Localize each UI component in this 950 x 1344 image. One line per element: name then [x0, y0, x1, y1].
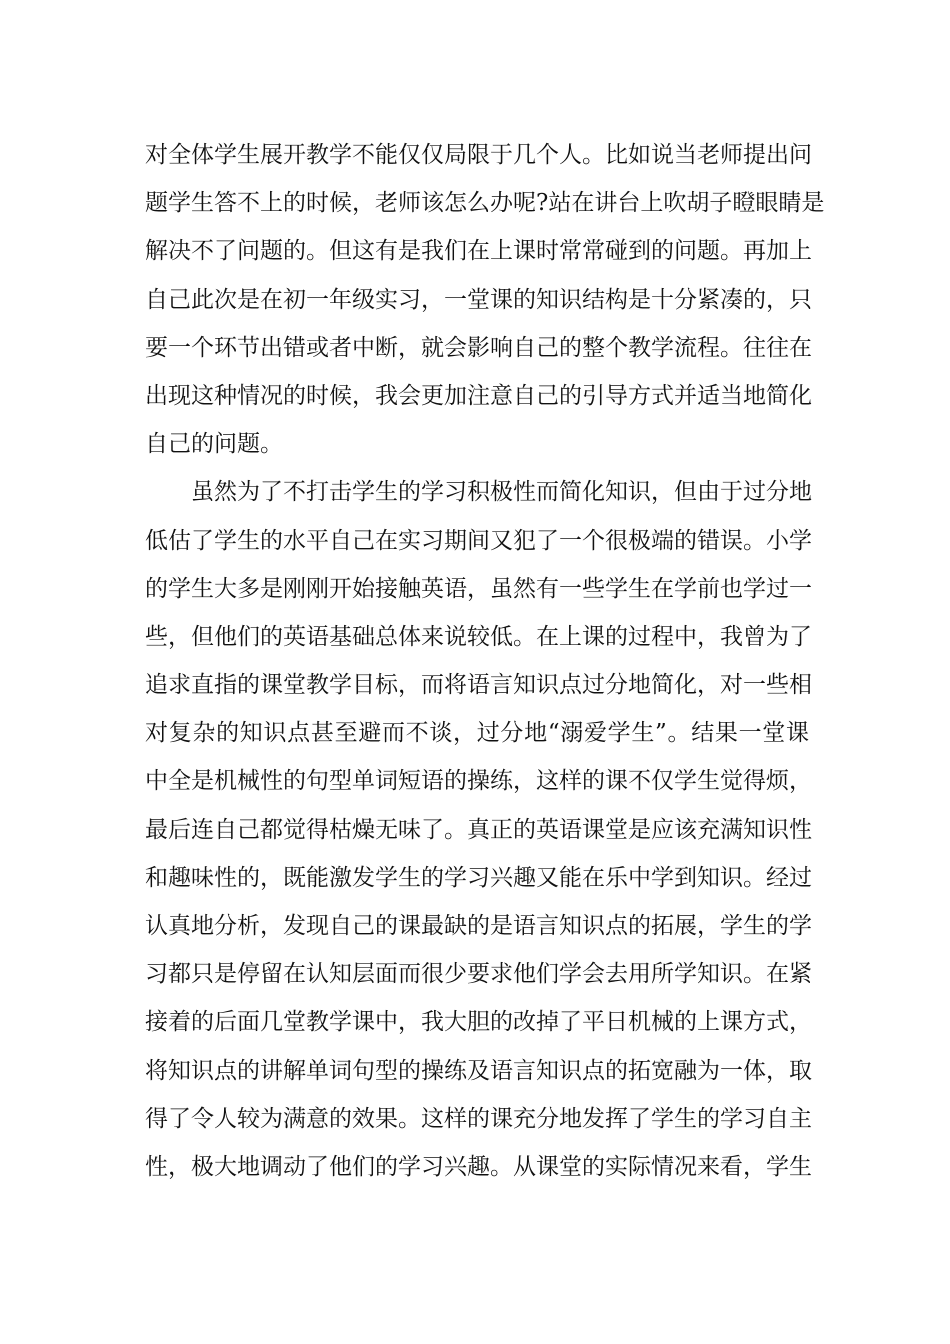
- paragraph-1-line-2: 题学生答不上的时候，老师该怎么办呢?站在讲台上吹胡子瞪眼睛是: [145, 190, 825, 217]
- paragraph-1-line-5: 要一个环节出错或者中断，就会影响自己的整个教学流程。往往在: [145, 334, 812, 361]
- paragraph-2-line-10: 认真地分析，发现自己的课最缺的是语言知识点的拓展，学生的学: [145, 913, 812, 939]
- paragraph-2-line-7: 中全是机械性的句型单词短语的操练，这样的课不仅学生觉得烦，: [145, 768, 812, 795]
- paragraph-2-line-4: 些，但他们的英语基础总体来说较低。在上课的过程中，我曾为了: [145, 623, 812, 650]
- paragraph-2-line-1: 虽然为了不打击学生的学习积极性而简化知识，但由于过分地: [191, 479, 812, 506]
- body-text: [145, 131, 825, 1239]
- paragraph-2-line-3: 的学生大多是刚刚开始接触英语，虽然有一些学生在学前也学过一: [145, 575, 812, 602]
- paragraph-2-line-14: 得了令人较为满意的效果。这样的课充分地发挥了学生的学习自主: [145, 1105, 812, 1132]
- paragraph-2-line-11: 习都只是停留在认知层面而很少要求他们学会去用所学知识。在紧: [145, 961, 812, 988]
- paragraph-1-line-6: 出现这种情况的时候，我会更加注意自己的引导方式并适当地简化: [145, 382, 812, 409]
- paragraph-1-line-4: 自己此次是在初一年级实习，一堂课的知识结构是十分紧凑的，只: [145, 286, 812, 313]
- paragraph-2-line-9: 和趣味性的，既能激发学生的学习兴趣又能在乐中学到知识。经过: [145, 864, 812, 891]
- paragraph-1-line-7: 自己的问题。: [145, 431, 283, 458]
- paragraph-2-line-8: 最后连自己都觉得枯燥无味了。真正的英语课堂是应该充满知识性: [145, 816, 812, 843]
- paragraph-2-line-15: 性，极大地调动了他们的学习兴趣。从课堂的实际情况来看，学生: [145, 1153, 812, 1180]
- paragraph-1-line-1: 对全体学生展开教学不能仅仅局限于几个人。比如说当老师提出问: [145, 142, 812, 168]
- paragraph-2-line-5: 追求直指的课堂教学目标，而将语言知识点过分地简化，对一些相: [145, 672, 812, 699]
- paragraph-2-line-6: 对复杂的知识点甚至避而不谈，过分地“溺爱学生”。结果一堂课: [145, 720, 809, 747]
- paragraph-2-line-13: 将知识点的讲解单词句型的操练及语言知识点的拓宽融为一体，取: [145, 1057, 812, 1084]
- paragraph-2-line-12: 接着的后面几堂教学课中，我大胆的改掉了平日机械的上课方式，: [145, 1009, 812, 1036]
- paragraph-2-line-16: [145, 1191, 809, 1239]
- paragraph-1-line-3: 解决不了问题的。但这有是我们在上课时常常碰到的问题。再加上: [145, 238, 812, 265]
- paragraph-2-line-2: 低估了学生的水平自己在实习期间又犯了一个很极端的错误。小学: [145, 527, 812, 554]
